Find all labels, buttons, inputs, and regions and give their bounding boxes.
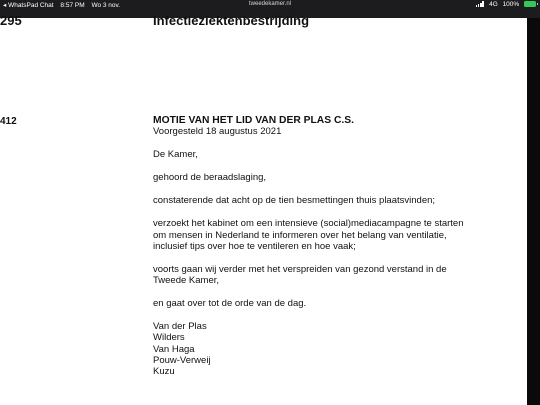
continue-line: Tweede Kamer, xyxy=(153,275,220,287)
request-paragraph xyxy=(153,218,518,252)
signer-name: Kuzu xyxy=(153,366,175,378)
salutation: De Kamer, xyxy=(153,149,198,161)
back-to-app-link[interactable]: ◂ WhatsPad Chat xyxy=(3,2,54,9)
status-right xyxy=(473,1,536,9)
signers-list xyxy=(153,321,518,377)
signer-name: Van Haga xyxy=(153,343,195,355)
status-date: Wo 3 nov. xyxy=(91,2,121,9)
closing-line: en gaat over tot de orde van de dag. xyxy=(153,298,307,310)
signer-name: Wilders xyxy=(153,332,185,344)
motion-body xyxy=(153,115,518,378)
request-line: om mensen in Nederland te informeren over het belang van ventilatie, xyxy=(153,229,447,241)
battery-icon xyxy=(524,1,536,7)
header-document-number: 295 xyxy=(0,13,22,28)
heard-line: gehoord de beraadslaging, xyxy=(153,172,267,184)
signer-name: Van der Plas xyxy=(153,321,207,333)
continue-paragraph xyxy=(153,264,518,287)
network-label: 4G xyxy=(489,1,498,8)
motion-title: MOTIE VAN HET LID VAN DER PLAS C.S. xyxy=(153,115,354,126)
proposed-date: Voorgesteld 18 augustus 2021 xyxy=(153,126,282,138)
header-title: Infectieziektenbestrijding xyxy=(153,13,310,28)
request-line: verzoekt het kabinet om een intensieve (social)mediacampagne te starten xyxy=(153,218,464,230)
url-label[interactable]: tweedekamer.nl xyxy=(248,1,292,7)
request-line: inclusief tips over hoe te ventileren en hoe vaak; xyxy=(153,240,356,252)
battery-percent: 100% xyxy=(502,1,520,8)
scrollbar[interactable] xyxy=(527,18,540,405)
considering-line: constaterende dat acht op de tien besmettingen thuis plaatsvinden; xyxy=(153,195,436,207)
motion-number: 412 xyxy=(0,116,17,127)
signer-name: Pouw-Verweij xyxy=(153,354,211,366)
status-time: 8:57 PM xyxy=(60,2,85,9)
signal-icon xyxy=(476,1,484,9)
continue-line: voorts gaan wij verder met het verspreiden van gezond verstand in de xyxy=(153,263,447,275)
